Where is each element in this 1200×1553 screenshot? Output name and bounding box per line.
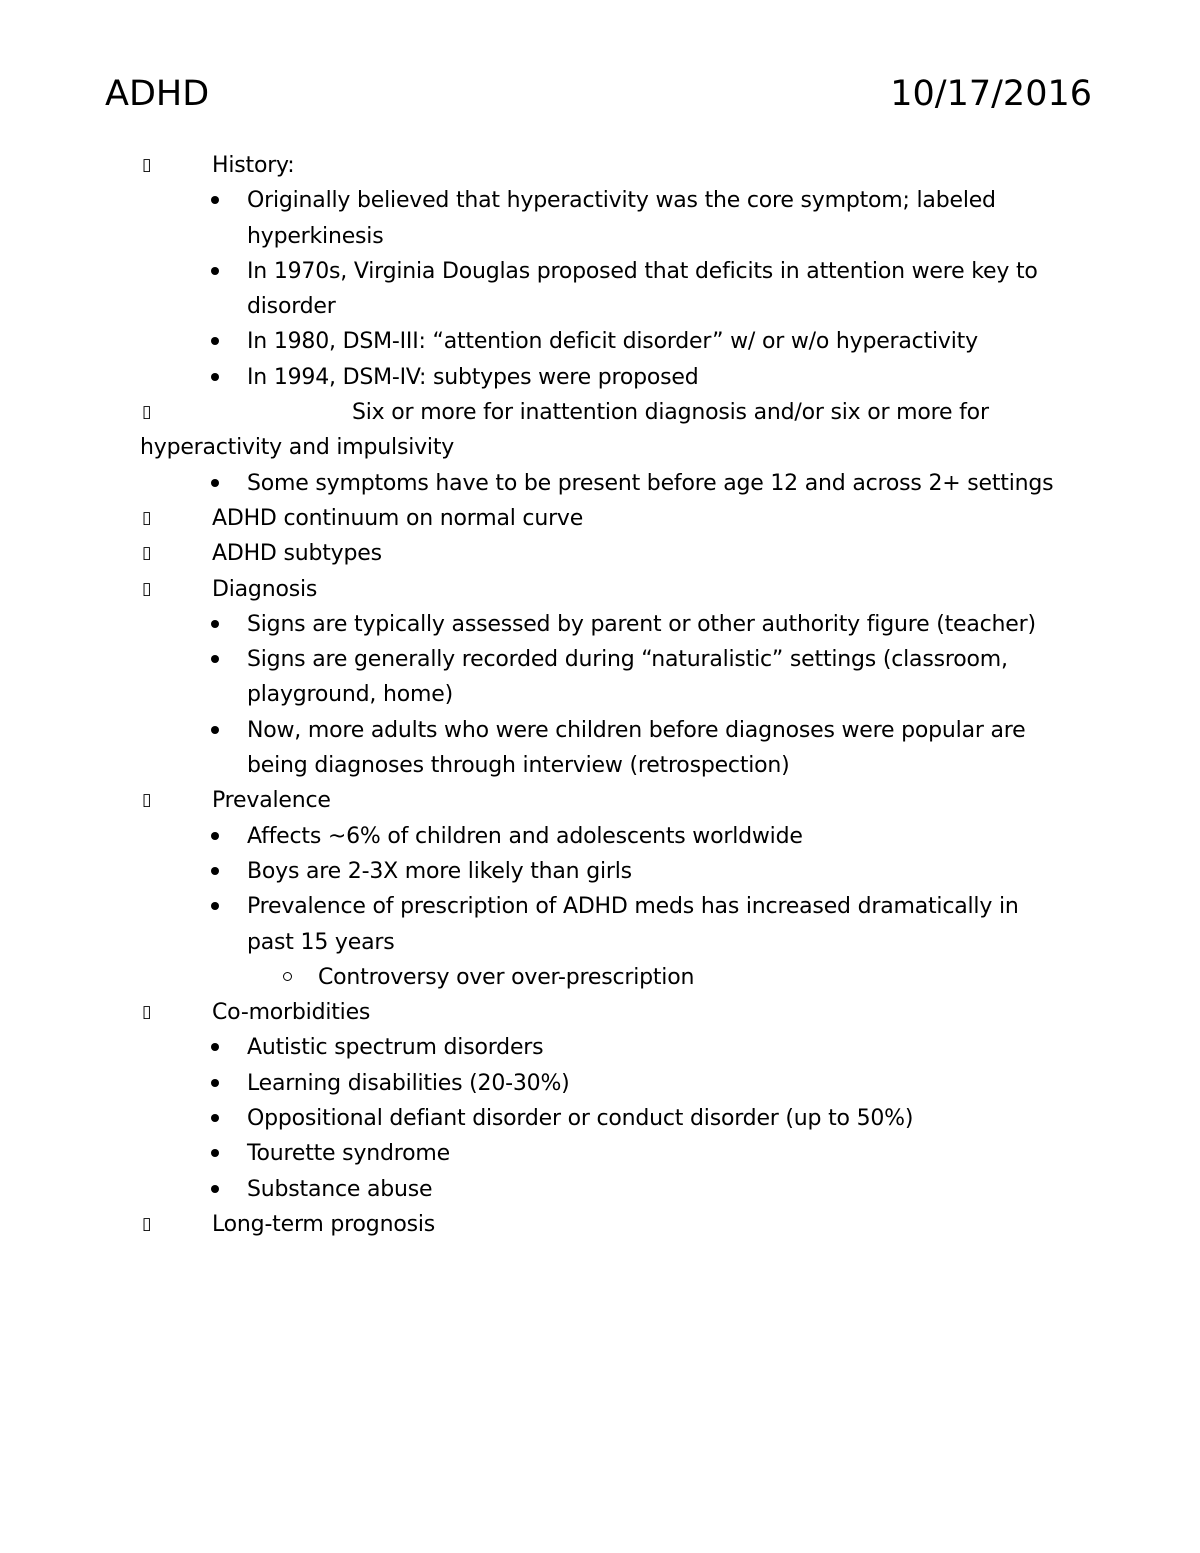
list-item-text: In 1994, DSM-IV: subtypes were proposed [247, 364, 699, 390]
missing-glyph-icon: ▯ [142, 402, 152, 423]
sub-list-item-text: Controversy over over-prescription [318, 964, 695, 990]
section-heading: History: [212, 153, 295, 178]
section-subtypes [0, 536, 1200, 571]
list-item-text: Signs are typically assessed by parent or other authority figure (teacher) [247, 611, 1036, 637]
bullet-icon [211, 267, 219, 275]
list-item [0, 854, 1200, 889]
bullet-icon [211, 726, 219, 734]
list-item [0, 889, 1200, 960]
list-item [0, 1136, 1200, 1171]
bullet-icon [211, 1043, 219, 1051]
list-item-text: Some symptoms have to be present before age 12 and across 2+ settings [247, 470, 1054, 496]
missing-glyph-icon: ▯ [142, 155, 152, 175]
list-item [0, 360, 1200, 395]
list-item-text: Affects ~6% of children and adolescents worldwide [247, 823, 803, 849]
list-item-text: Signs are generally recorded during “naturalistic” settings (classroom, playground, home) [247, 647, 1008, 708]
bullet-icon [211, 1149, 219, 1157]
missing-glyph-icon: ▯ [142, 578, 152, 599]
document-title: ADHD [105, 74, 210, 114]
section-heading: Long-term prognosis [212, 1211, 436, 1237]
list-item-text: Oppositional defiant disorder or conduct disorder (up to 50%) [247, 1106, 914, 1132]
section-continuum [0, 501, 1200, 536]
missing-glyph-icon: ▯ [142, 1002, 152, 1023]
list-item [0, 1172, 1200, 1207]
section-heading: ADHD subtypes [212, 541, 382, 567]
section-heading: Six or more for inattention diagnosis and/or six or more for hyperactivity and impulsivity [140, 400, 989, 461]
list-item [0, 1030, 1200, 1065]
bullet-icon [211, 832, 219, 840]
bullet-icon [211, 655, 219, 663]
section-criteria [140, 395, 1200, 466]
list-item [0, 254, 1200, 325]
missing-glyph-icon: ▯ [142, 543, 152, 564]
section-heading: ADHD continuum on normal curve [212, 505, 584, 531]
hollow-bullet-icon [283, 972, 292, 981]
sub-list-item [0, 960, 1200, 995]
list-item-text: Originally believed that hyperactivity was the core symptom; labeled hyperkinesis [247, 188, 996, 249]
list-item [0, 1101, 1200, 1136]
section-heading: Diagnosis [212, 576, 318, 602]
list-item-text: Autistic spectrum disorders [247, 1035, 544, 1061]
bullet-icon [211, 620, 219, 628]
list-item [0, 183, 1200, 254]
list-item-text: Now, more adults who were children before diagnoses were popular are being diagnoses through interview (retrospection) [247, 717, 1026, 779]
list-item-text: In 1980, DSM-III: “attention deficit disorder” w/ or w/o hyperactivity [247, 329, 978, 355]
section-comorbidities [0, 995, 1200, 1030]
bullet-icon [211, 1079, 219, 1087]
section-prognosis [0, 1207, 1200, 1242]
list-item [0, 819, 1200, 854]
document-date: 10/17/2016 [890, 74, 1092, 114]
list-item-text: Learning disabilities (20-30%) [247, 1070, 570, 1096]
section-heading: Co-morbidities [212, 1000, 371, 1026]
list-item [0, 713, 1200, 784]
list-item [0, 1066, 1200, 1101]
list-item [0, 466, 1200, 501]
list-item-text: Substance abuse [247, 1176, 433, 1202]
section-heading: Prevalence [212, 788, 331, 814]
section-prevalence [0, 783, 1200, 818]
bullet-icon [211, 196, 219, 204]
list-item [0, 642, 1200, 713]
bullet-icon [211, 479, 219, 487]
notes-body [0, 148, 1200, 1242]
bullet-icon [211, 867, 219, 875]
bullet-icon [211, 902, 219, 910]
section-diagnosis [0, 572, 1200, 607]
missing-glyph-icon: ▯ [142, 507, 152, 528]
list-item-text: Boys are 2-3X more likely than girls [247, 858, 632, 884]
list-item [0, 607, 1200, 642]
list-item-text: In 1970s, Virginia Douglas proposed that deficits in attention were key to disorder [247, 258, 1038, 320]
section-history [0, 148, 1200, 183]
missing-glyph-icon: ▯ [142, 790, 152, 811]
list-item-text: Tourette syndrome [247, 1141, 450, 1167]
list-item [0, 324, 1200, 359]
bullet-icon [211, 1114, 219, 1122]
bullet-icon [211, 337, 219, 345]
missing-glyph-icon: ▯ [142, 1213, 152, 1234]
bullet-icon [211, 373, 219, 381]
bullet-icon [211, 1185, 219, 1193]
list-item-text: Prevalence of prescription of ADHD meds has increased dramatically in past 15 years [247, 894, 1019, 955]
